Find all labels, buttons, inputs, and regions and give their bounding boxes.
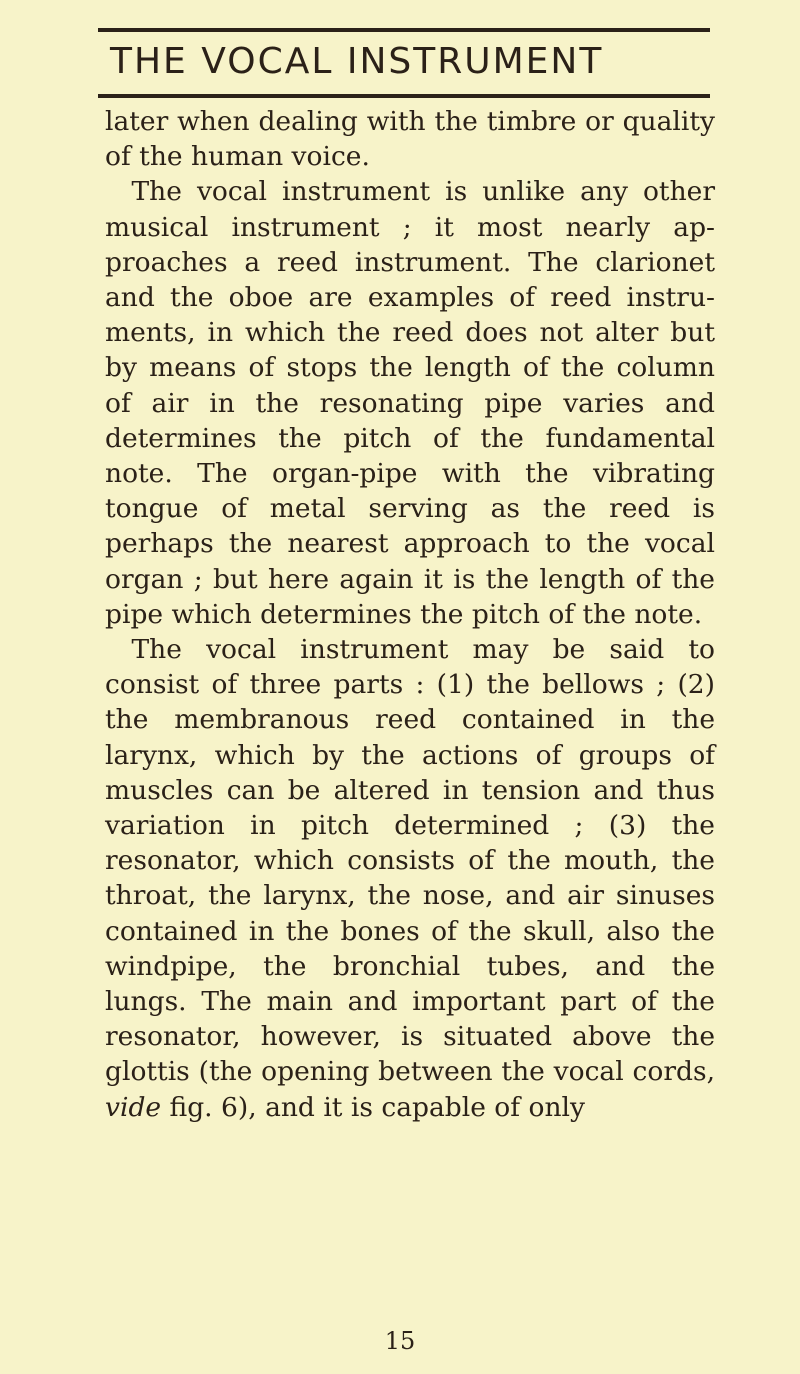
body-text — [105, 104, 715, 1125]
paragraph-3 — [105, 632, 715, 1125]
page-number: 15 — [384, 1327, 416, 1355]
paragraph-3-text-end: fig. 6), and it is capable of only — [169, 1091, 585, 1123]
paragraph-3-text-start: The vocal instrument may be said to consist of three parts : (1) the bellows ; (2) the membranous reed contained in the larynx, which by the actions of groups of muscles can be altered in tension and thus variation in pitch determined ; (3) the resonator, which consists of the mouth, the throat, the larynx, the nose, and air sinuses contained in the bones of the skull, also the windpipe, the bronchial tubes, and the lungs. The main and important part of the resonator, however, is situated above the glottis (the opening between the vocal cords, — [105, 634, 715, 1088]
running-head: THE VOCAL INSTRUMENT — [110, 41, 604, 82]
header-bottom-rule — [98, 94, 710, 98]
paragraph-1: later when dealing with the timbre or quality of the human voice. — [105, 106, 715, 173]
header-top-rule — [98, 28, 710, 32]
italic-vide: vide — [105, 1091, 162, 1123]
paragraph-2: The vocal instrument is unlike any other musical instrument ; it most nearly ap-proaches a reed instrument. The clarionet and the oboe are examples of reed instru-ments, in which the reed does not alter but by means of stops the length of the column of air in the resonating pipe varies and determines the pitch of the fundamental note. The organ-pipe with the vibrating tongue of metal serving as the reed is perhaps the nearest approach to the vocal organ ; but here again it is the length of the pipe which determines the pitch of the note. — [105, 176, 715, 630]
